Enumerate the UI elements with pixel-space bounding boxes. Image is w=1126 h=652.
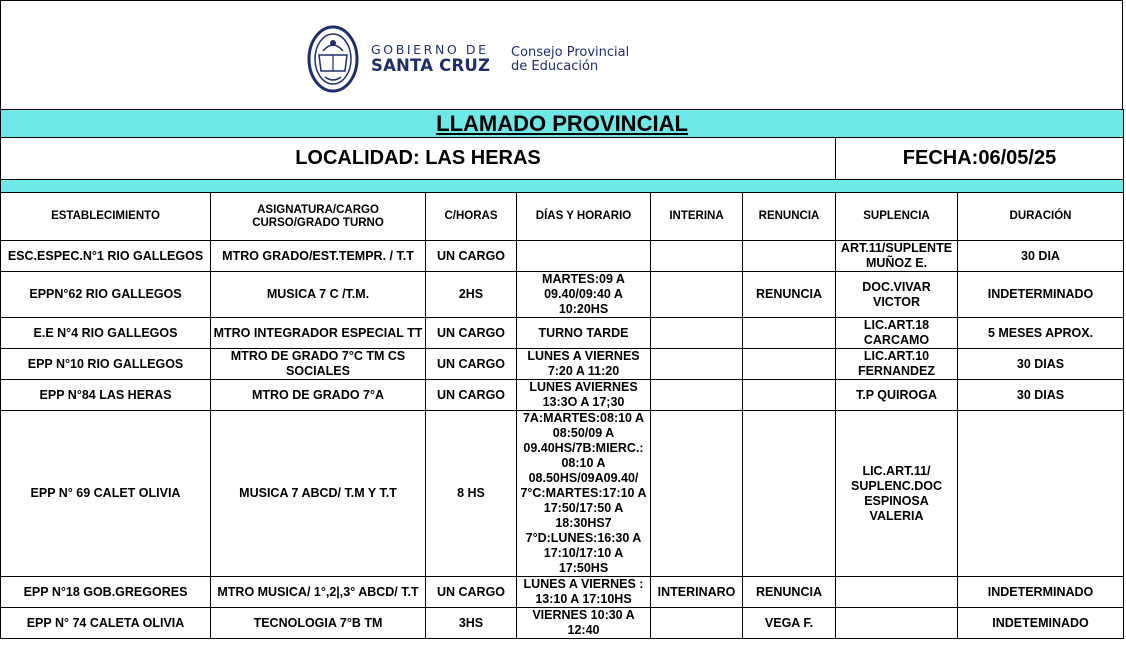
table-row: [1, 380, 1124, 411]
col-renuncia: RENUNCIA: [743, 193, 836, 241]
council-line2: de Educación: [511, 59, 599, 74]
cell-interina: [651, 380, 743, 411]
cell-renuncia: [743, 411, 836, 577]
cell-duracion: 30 DIAS: [958, 380, 1124, 411]
cell-horas: UN CARGO: [426, 318, 517, 349]
col-asignatura-line1: ASIGNATURA/CARGO: [257, 203, 379, 216]
cell-interina: [651, 272, 743, 318]
cell-suplencia: LIC.ART.10 FERNANDEZ: [836, 349, 958, 380]
cell-interina: INTERINARO: [651, 577, 743, 608]
cell-interina: [651, 608, 743, 639]
cell-duracion: 30 DIAS: [958, 349, 1124, 380]
cell-establecimiento: EPPN°62 RIO GALLEGOS: [1, 272, 211, 318]
table-row: [1, 241, 1124, 272]
cell-establecimiento: E.E N°4 RIO GALLEGOS: [1, 318, 211, 349]
table-row: [1, 577, 1124, 608]
cell-dias: LUNES AVIERNES 13:3O A 17;30: [517, 380, 651, 411]
cell-interina: [651, 349, 743, 380]
gov-line2: SANTA CRUZ: [371, 56, 491, 75]
cell-asignatura: TECNOLOGIA 7°B TM: [211, 608, 426, 639]
cell-dias: LUNES A VIERNES 7:20 A 11:20: [517, 349, 651, 380]
col-suplencia: SUPLENCIA: [836, 193, 958, 241]
cell-horas: UN CARGO: [426, 577, 517, 608]
cell-dias: TURNO TARDE: [517, 318, 651, 349]
gov-line1: GOBIERNO DE: [371, 42, 489, 57]
llamado-table: [0, 109, 1124, 639]
col-dias: DÍAS Y HORARIO: [517, 193, 651, 241]
cell-horas: 2HS: [426, 272, 517, 318]
col-duracion: DURACIÓN: [958, 193, 1124, 241]
cell-dias: MARTES:09 A 09.40/09:40 A 10:20HS: [517, 272, 651, 318]
council-line1: Consejo Provincial: [511, 45, 630, 60]
cell-interina: [651, 241, 743, 272]
cell-establecimiento: EPP N°18 GOB.GREGORES: [1, 577, 211, 608]
cell-asignatura: MTRO MUSICA/ 1°,2|,3° ABCD/ T.T: [211, 577, 426, 608]
col-establecimiento: ESTABLECIMIENTO: [1, 193, 211, 241]
col-asignatura: [211, 193, 426, 241]
letterhead: [0, 0, 1123, 109]
cell-renuncia: [743, 380, 836, 411]
fecha: FECHA:06/05/25: [836, 138, 1124, 180]
cell-dias: LUNES A VIERNES : 13:10 A 17:10HS: [517, 577, 651, 608]
council-name: [511, 46, 629, 74]
cell-suplencia: T.P QUIROGA: [836, 380, 958, 411]
col-choras: C/HORAS: [426, 193, 517, 241]
cell-dias: VIERNES 10:30 A 12:40: [517, 608, 651, 639]
cell-duracion: 30 DIA: [958, 241, 1124, 272]
table-row: [1, 411, 1124, 577]
spacer-band: [1, 180, 1124, 193]
cell-renuncia: VEGA F.: [743, 608, 836, 639]
page-title: LLAMADO PROVINCIAL: [1, 110, 1124, 138]
cell-establecimiento: EPP N°84 LAS HERAS: [1, 380, 211, 411]
cell-horas: UN CARGO: [426, 380, 517, 411]
cell-renuncia: [743, 349, 836, 380]
cell-dias: [517, 241, 651, 272]
cell-suplencia: LIC.ART.18 CARCAMO: [836, 318, 958, 349]
table-row: [1, 349, 1124, 380]
col-asignatura-line2: CURSO/GRADO TURNO: [252, 216, 384, 229]
cell-establecimiento: EPP N°10 RIO GALLEGOS: [1, 349, 211, 380]
table-row: [1, 272, 1124, 318]
cell-duracion: INDETEMINADO: [958, 608, 1124, 639]
cell-horas: 3HS: [426, 608, 517, 639]
cell-asignatura: MTRO DE GRADO 7°C TM CS SOCIALES: [211, 349, 426, 380]
cell-suplencia: ART.11/SUPLENTE MUÑOZ E.: [836, 241, 958, 272]
cell-asignatura: MTRO INTEGRADOR ESPECIAL TT: [211, 318, 426, 349]
cell-establecimiento: EPP N° 74 CALETA OLIVIA: [1, 608, 211, 639]
cell-duracion: 5 MESES APROX.: [958, 318, 1124, 349]
cell-asignatura: MUSICA 7 C /T.M.: [211, 272, 426, 318]
cell-renuncia: RENUNCIA: [743, 272, 836, 318]
cell-duracion: INDETERMINADO: [958, 272, 1124, 318]
cell-renuncia: [743, 241, 836, 272]
cell-dias: 7A:MARTES:08:10 A 08:50/09 A 09.40HS/7B:MIERC.: 08:10 A 08.50HS/09A09.40/ 7°C:MARTES:17:10 A 17:50/17:50 A 18:30HS7 7°D:LUNES:16:30 A 17:10/17:10 A 17:50HS: [517, 411, 651, 577]
table-header: [1, 193, 1124, 241]
cell-suplencia: [836, 608, 958, 639]
cell-interina: [651, 318, 743, 349]
cell-suplencia: LIC.ART.11/ SUPLENC.DOC ESPINOSA VALERIA: [836, 411, 958, 577]
provincial-seal-icon: [307, 25, 359, 93]
cell-renuncia: [743, 318, 836, 349]
cell-horas: UN CARGO: [426, 349, 517, 380]
cell-horas: UN CARGO: [426, 241, 517, 272]
col-interina: INTERINA: [651, 193, 743, 241]
cell-asignatura: MTRO DE GRADO 7°A: [211, 380, 426, 411]
government-wordmark: [371, 43, 490, 75]
cell-establecimiento: ESC.ESPEC.N°1 RIO GALLEGOS: [1, 241, 211, 272]
cell-duracion: INDETERMINADO: [958, 577, 1124, 608]
cell-interina: [651, 411, 743, 577]
cell-duracion: [958, 411, 1124, 577]
cell-establecimiento: EPP N° 69 CALET OLIVIA: [1, 411, 211, 577]
localidad: LOCALIDAD: LAS HERAS: [1, 138, 836, 180]
cell-asignatura: MUSICA 7 ABCD/ T.M Y T.T: [211, 411, 426, 577]
cell-horas: 8 HS: [426, 411, 517, 577]
cell-suplencia: DOC.VIVAR VICTOR: [836, 272, 958, 318]
table-row: [1, 318, 1124, 349]
cell-asignatura: MTRO GRADO/EST.TEMPR. / T.T: [211, 241, 426, 272]
cell-renuncia: RENUNCIA: [743, 577, 836, 608]
table-row: [1, 608, 1124, 639]
cell-suplencia: [836, 577, 958, 608]
